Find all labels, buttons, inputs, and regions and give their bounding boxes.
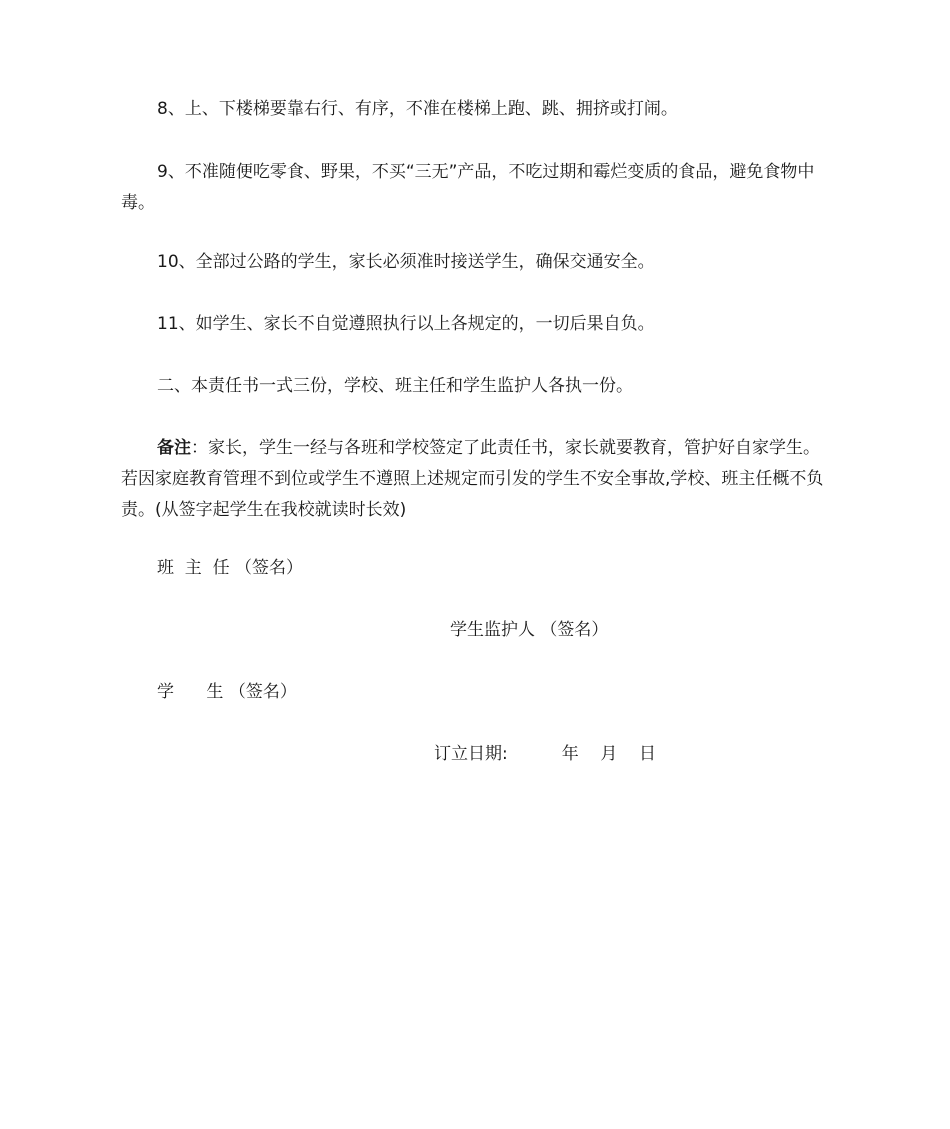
guardian-signature-line: 学生监护人 （签名）	[450, 620, 609, 640]
paragraph-item-8: 8、上、下楼梯要靠右行、有序，不准在楼梯上跑、跳、拥挤或打闹。	[157, 99, 678, 119]
date-line: 订立日期: 年 月 日	[434, 744, 656, 764]
note-label: 备注	[157, 438, 191, 458]
student-signature-line: 学 生 （签名）	[157, 682, 297, 702]
paragraph-item-9: 9、不准随便吃零食、野果，不买“三无”产品，不吃过期和霉烂变质的食品，避免食物中毒。	[121, 162, 815, 213]
note-paragraph	[121, 433, 833, 526]
paragraph-item-11: 11、如学生、家长不自觉遵照执行以上各规定的，一切后果自负。	[157, 314, 655, 334]
teacher-signature-line: 班 主 任 （签名）	[157, 558, 304, 578]
paragraph-section-two: 二、本责任书一式三份，学校、班主任和学生监护人各执一份。	[157, 376, 633, 396]
paragraph-item-10: 10、全部过公路的学生，家长必须准时接送学生，确保交通安全。	[157, 252, 655, 272]
note-text: ：家长，学生一经与各班和学校签定了此责任书，家长就要教育，管护好自家学生。若因家庭教育管理不到位或学生不遵照上述规定而引发的学生不安全事故,学校、班主任概不负责。(从签字起学生在我校就读时长效)	[121, 438, 824, 520]
